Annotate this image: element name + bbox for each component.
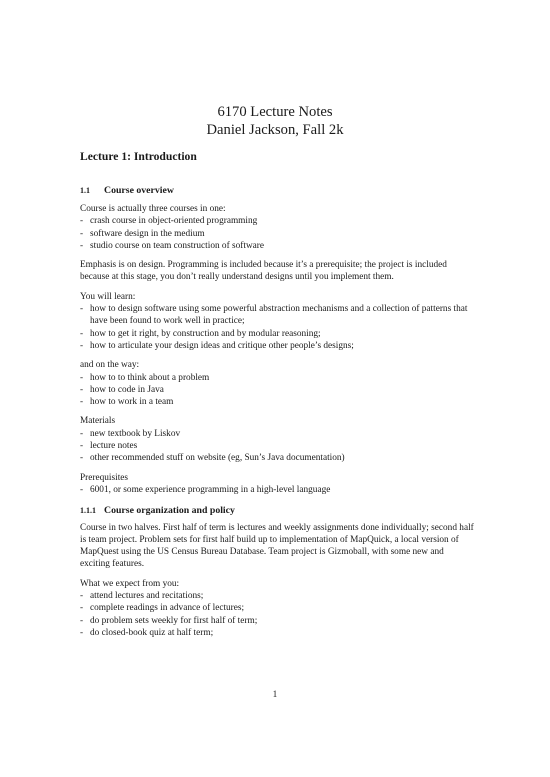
section-heading <box>80 185 174 196</box>
list-item: - other recommended stuff on website (eg, Sun’s Java documentation) <box>80 452 476 464</box>
list-item: - how to to think about a problem <box>80 372 476 384</box>
list-item: - software design in the medium <box>80 228 476 240</box>
list-item: - how to work in a team <box>80 396 476 408</box>
paragraph: Prerequisites <box>80 472 129 483</box>
subsection-heading <box>80 505 476 517</box>
section-body <box>80 203 476 639</box>
lecture-heading: Lecture 1: Introduction <box>80 150 197 163</box>
list-item: - new textbook by Liskov <box>80 428 476 440</box>
paragraph: You will learn: <box>80 291 136 302</box>
page-number: 1 <box>272 690 278 700</box>
list-item: - 6001, or some experience programming in a high-level language <box>80 484 476 496</box>
list-item: - how to articulate your design ideas and critique other people’s designs; <box>80 340 476 352</box>
document-title: 6170 Lecture Notes <box>217 104 333 120</box>
subsection-number: 1.1.1 <box>80 506 96 516</box>
list-item: - how to code in Java <box>80 384 476 396</box>
section-number: 1.1 <box>80 186 90 195</box>
list-item: - do problem sets weekly for first half of term; <box>80 615 476 627</box>
paragraph: Course in two halves. First half of term is lectures and weekly assignments done individually; second half is team project. Problem sets for first half build up to implementation of MapQuick, a local version of MapQuest using the US Census Bureau Database. Team project is Gizmoball, with some new and exciting features. <box>80 522 474 570</box>
paragraph: Course is actually three courses in one: <box>80 204 226 214</box>
list-item: - how to get it right, by construction and by modular reasoning; <box>80 328 476 340</box>
list-item: - lecture notes <box>80 440 476 452</box>
section-title: Course overview <box>104 185 174 196</box>
paragraph: and on the way: <box>80 360 140 371</box>
document-author-line: Daniel Jackson, Fall 2k <box>206 122 344 138</box>
paragraph: Materials <box>80 416 116 427</box>
list-item: - complete readings in advance of lectures; <box>80 602 476 614</box>
paragraph: What we expect from you: <box>80 578 180 589</box>
list-item: - attend lectures and recitations; <box>80 590 476 602</box>
list-item: - do closed-book quiz at half term; <box>80 627 476 639</box>
list-item: - how to design software using some powerful abstraction mechanisms and a collection of patterns that have been found to work well in practice; <box>80 303 476 328</box>
list-item: - studio course on team construction of software <box>80 240 476 252</box>
paragraph: Emphasis is on design. Programming is included because it’s a prerequisite; the project is included because at this stage, you don’t really understand designs until you implement them. <box>80 260 447 283</box>
list-item: - crash course in object-oriented programming <box>80 215 476 227</box>
subsection-title: Course organization and policy <box>104 505 235 517</box>
